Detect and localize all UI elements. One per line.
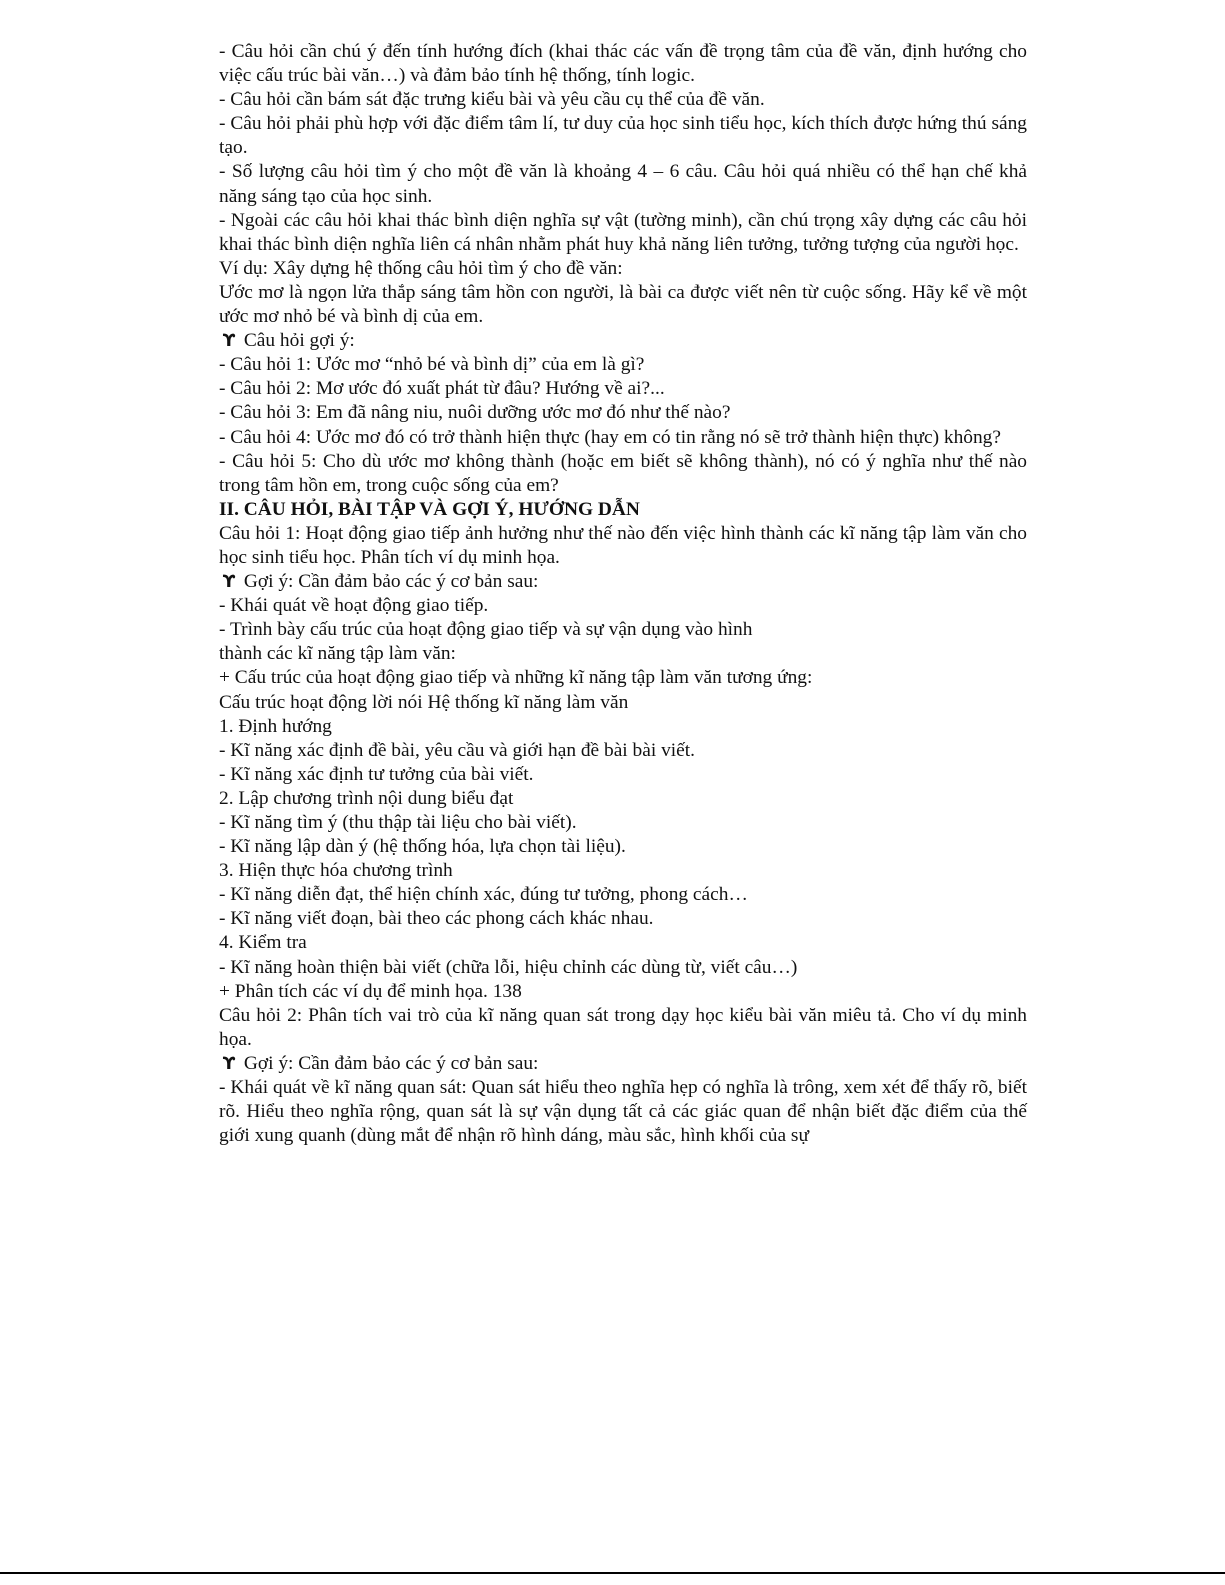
paragraph: - Ngoài các câu hỏi khai thác bình diện nghĩa sự vật (tường minh), cần chú trọng xây dựng các câu hỏi khai thác bình diện nghĩa liên cá nhân nhằm phát huy khả năng liên tưởng, tưởng tượng của người học. (219, 209, 1027, 255)
paragraph: + Phân tích các ví dụ để minh họa. 138 (219, 980, 522, 1002)
hint-text: Gợi ý: Cần đảm bảo các ý cơ bản sau: (239, 1052, 539, 1074)
paragraph: - Câu hỏi 4: Ước mơ đó có trở thành hiện thực (hay em có tin rằng nó sẽ trở thành hiện thực) không? (219, 426, 1001, 448)
paragraph: 3. Hiện thực hóa chương trình (219, 860, 453, 882)
hint-bullet-icon: ϒ (222, 572, 236, 593)
section-heading: II. CÂU HỎI, BÀI TẬP VÀ GỢI Ý, HƯỚNG DẪN (219, 498, 640, 520)
paragraph: - Kĩ năng tìm ý (thu thập tài liệu cho bài viết). (219, 812, 577, 833)
paragraph: thành các kĩ năng tập làm văn: (219, 643, 456, 665)
hint-paragraph (219, 570, 1027, 594)
paragraph: Câu hỏi 1: Hoạt động giao tiếp ảnh hưởng như thế nào đến việc hình thành các kĩ năng tập làm văn cho học sinh tiểu học. Phân tích ví dụ minh họa. (219, 522, 1027, 568)
paragraph: - Kĩ năng viết đoạn, bài theo các phong cách khác nhau. (219, 908, 654, 930)
bottom-border-line (0, 1572, 1225, 1574)
paragraph: - Khái quát về hoạt động giao tiếp. (219, 595, 489, 617)
paragraph: - Khái quát về kĩ năng quan sát: Quan sát hiểu theo nghĩa hẹp có nghĩa là trông, xem xét để thấy rõ, biết rõ. Hiểu theo nghĩa rộng, quan sát là sự vận dụng tất cả các giác quan để nhận biết đặc điểm của thế giới xung quanh (dùng mắt để nhận rõ hình dáng, màu sắc, hình khối của sự (219, 1077, 1027, 1147)
paragraph: Ví dụ: Xây dựng hệ thống câu hỏi tìm ý cho đề văn: (219, 257, 623, 279)
paragraph: Ước mơ là ngọn lửa thắp sáng tâm hồn con người, là bài ca được viết nên từ cuộc sống. Hãy kể về một ước mơ nhỏ bé và bình dị của em. (219, 281, 1027, 328)
paragraph: Câu hỏi 2: Phân tích vai trò của kĩ năng quan sát trong dạy học kiểu bài văn miêu tả. Cho ví dụ minh họa. (219, 1004, 1027, 1050)
paragraph: - Câu hỏi 2: Mơ ước đó xuất phát từ đâu? Hướng về ai?... (219, 378, 665, 400)
paragraph: - Số lượng câu hỏi tìm ý cho một đề văn là khoảng 4 – 6 câu. Câu hỏi quá nhiều có thể hạn chế khả năng sáng tạo của học sinh. (219, 161, 1027, 207)
paragraph: + Cấu trúc của hoạt động giao tiếp và những kĩ năng tập làm văn tương ứng: (219, 667, 813, 689)
paragraph: - Kĩ năng xác định tư tưởng của bài viết. (219, 763, 534, 785)
hint-bullet-icon: ϒ (222, 331, 236, 352)
paragraph: - Câu hỏi 3: Em đã nâng niu, nuôi dưỡng ước mơ đó như thế nào? (219, 402, 731, 424)
paragraph: - Câu hỏi 1: Ước mơ “nhỏ bé và bình dị” của em là gì? (219, 354, 645, 376)
paragraph: 2. Lập chương trình nội dung biểu đạt (219, 787, 514, 809)
document-page (219, 40, 1027, 1148)
paragraph: - Kĩ năng lập dàn ý (hệ thống hóa, lựa chọn tài liệu). (219, 836, 626, 858)
paragraph: - Trình bày cấu trúc của hoạt động giao tiếp và sự vận dụng vào hình (219, 619, 753, 641)
paragraph: - Câu hỏi 5: Cho dù ước mơ không thành (hoặc em biết sẽ không thành), nó có ý nghĩa như thế nào trong tâm hồn em, trong cuộc sống của em? (219, 450, 1027, 496)
paragraph: 1. Định hướng (219, 715, 332, 737)
paragraph: Cấu trúc hoạt động lời nói Hệ thống kĩ năng làm văn (219, 691, 629, 713)
paragraph: 4. Kiểm tra (219, 932, 307, 954)
paragraph: - Kĩ năng diễn đạt, thể hiện chính xác, đúng tư tưởng, phong cách… (219, 884, 748, 906)
hint-paragraph (219, 329, 1027, 353)
paragraph: - Câu hỏi cần bám sát đặc trưng kiểu bài và yêu cầu cụ thể của đề văn. (219, 89, 765, 111)
hint-text: Câu hỏi gợi ý: (239, 330, 355, 352)
paragraph: - Kĩ năng hoàn thiện bài viết (chữa lỗi, hiệu chỉnh các dùng từ, viết câu…) (219, 956, 798, 978)
paragraph: - Câu hỏi cần chú ý đến tính hướng đích (khai thác các vấn đề trọng tâm của đề văn, định hướng cho việc cấu trúc bài văn…) và đảm bảo tính hệ thống, tính logic. (219, 41, 1027, 87)
paragraph: - Kĩ năng xác định đề bài, yêu cầu và giới hạn đề bài bài viết. (219, 739, 696, 761)
paragraph: - Câu hỏi phải phù hợp với đặc điểm tâm lí, tư duy của học sinh tiểu học, kích thích được hứng thú sáng tạo. (219, 113, 1027, 159)
hint-text: Gợi ý: Cần đảm bảo các ý cơ bản sau: (239, 571, 539, 593)
hint-paragraph (219, 1052, 1027, 1076)
hint-bullet-icon: ϒ (222, 1053, 236, 1074)
